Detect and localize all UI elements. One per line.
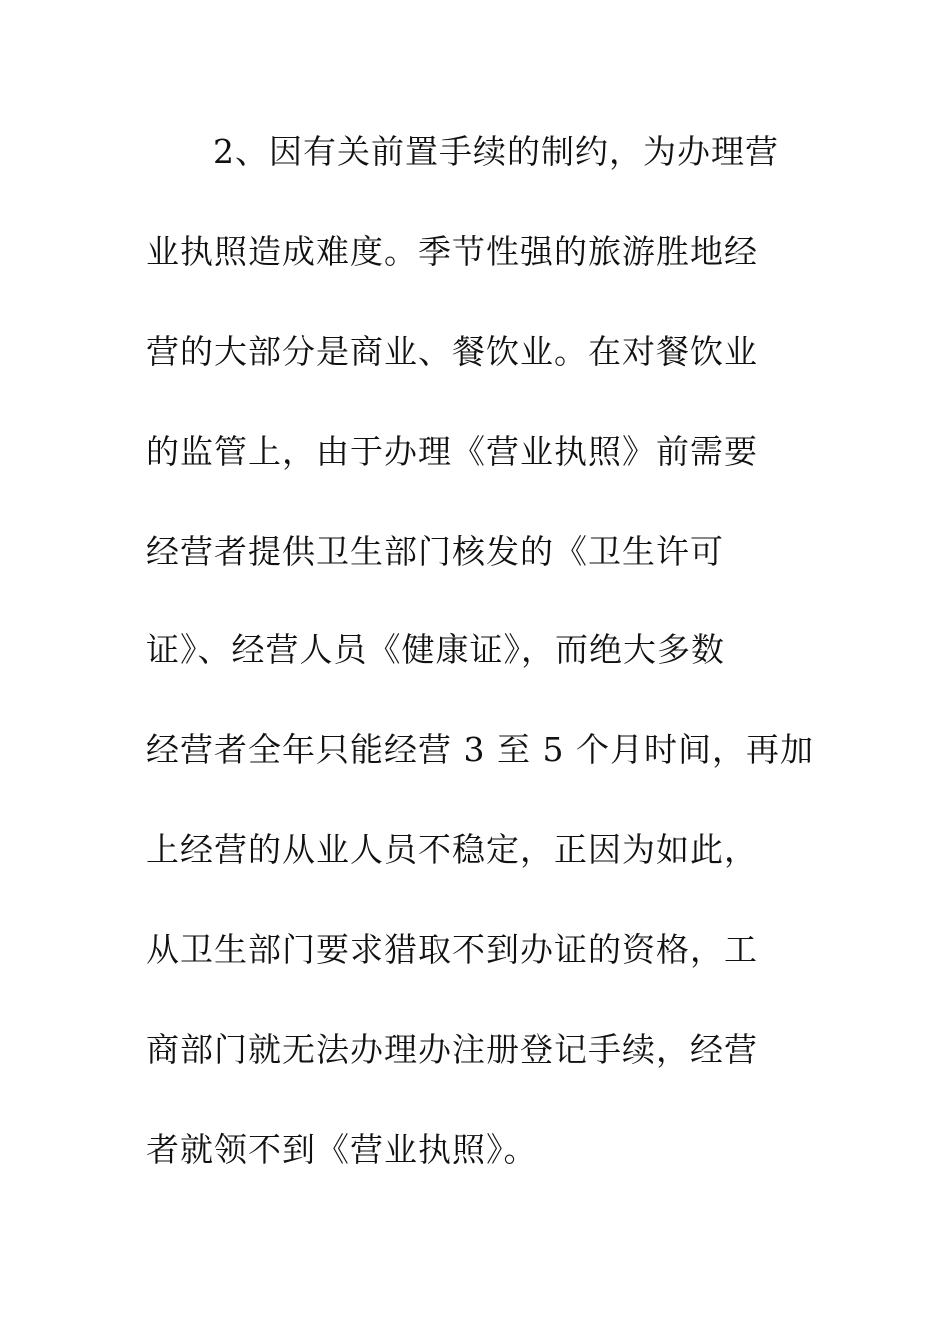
paragraph-line: 从卫生部门要求猎取不到办证的资格，工: [146, 930, 758, 969]
paragraph-line: 营的大部分是商业、餐饮业。在对餐饮业: [146, 332, 758, 371]
paragraph-line: 者就领不到《营业执照》。: [146, 1130, 538, 1169]
paragraph-line: 业执照造成难度。季节性强的旅游胜地经: [146, 232, 758, 271]
paragraph-line: 上经营的从业人员不稳定，正因为如此，: [146, 830, 758, 869]
paragraph-line: 2、因有关前置手续的制约，为办理营: [213, 132, 779, 171]
paragraph-line: 商部门就无法办理办注册登记手续，经营: [146, 1030, 758, 1069]
paragraph-line: 的监管上，由于办理《营业执照》前需要: [146, 432, 758, 471]
paragraph-line: 经营者全年只能经营 3 至 5 个月时间，再加: [146, 730, 814, 769]
paragraph-line: 经营者提供卫生部门核发的《卫生许可: [146, 532, 724, 571]
paragraph-line: 证》、经营人员《健康证》，而绝大多数: [146, 630, 725, 669]
